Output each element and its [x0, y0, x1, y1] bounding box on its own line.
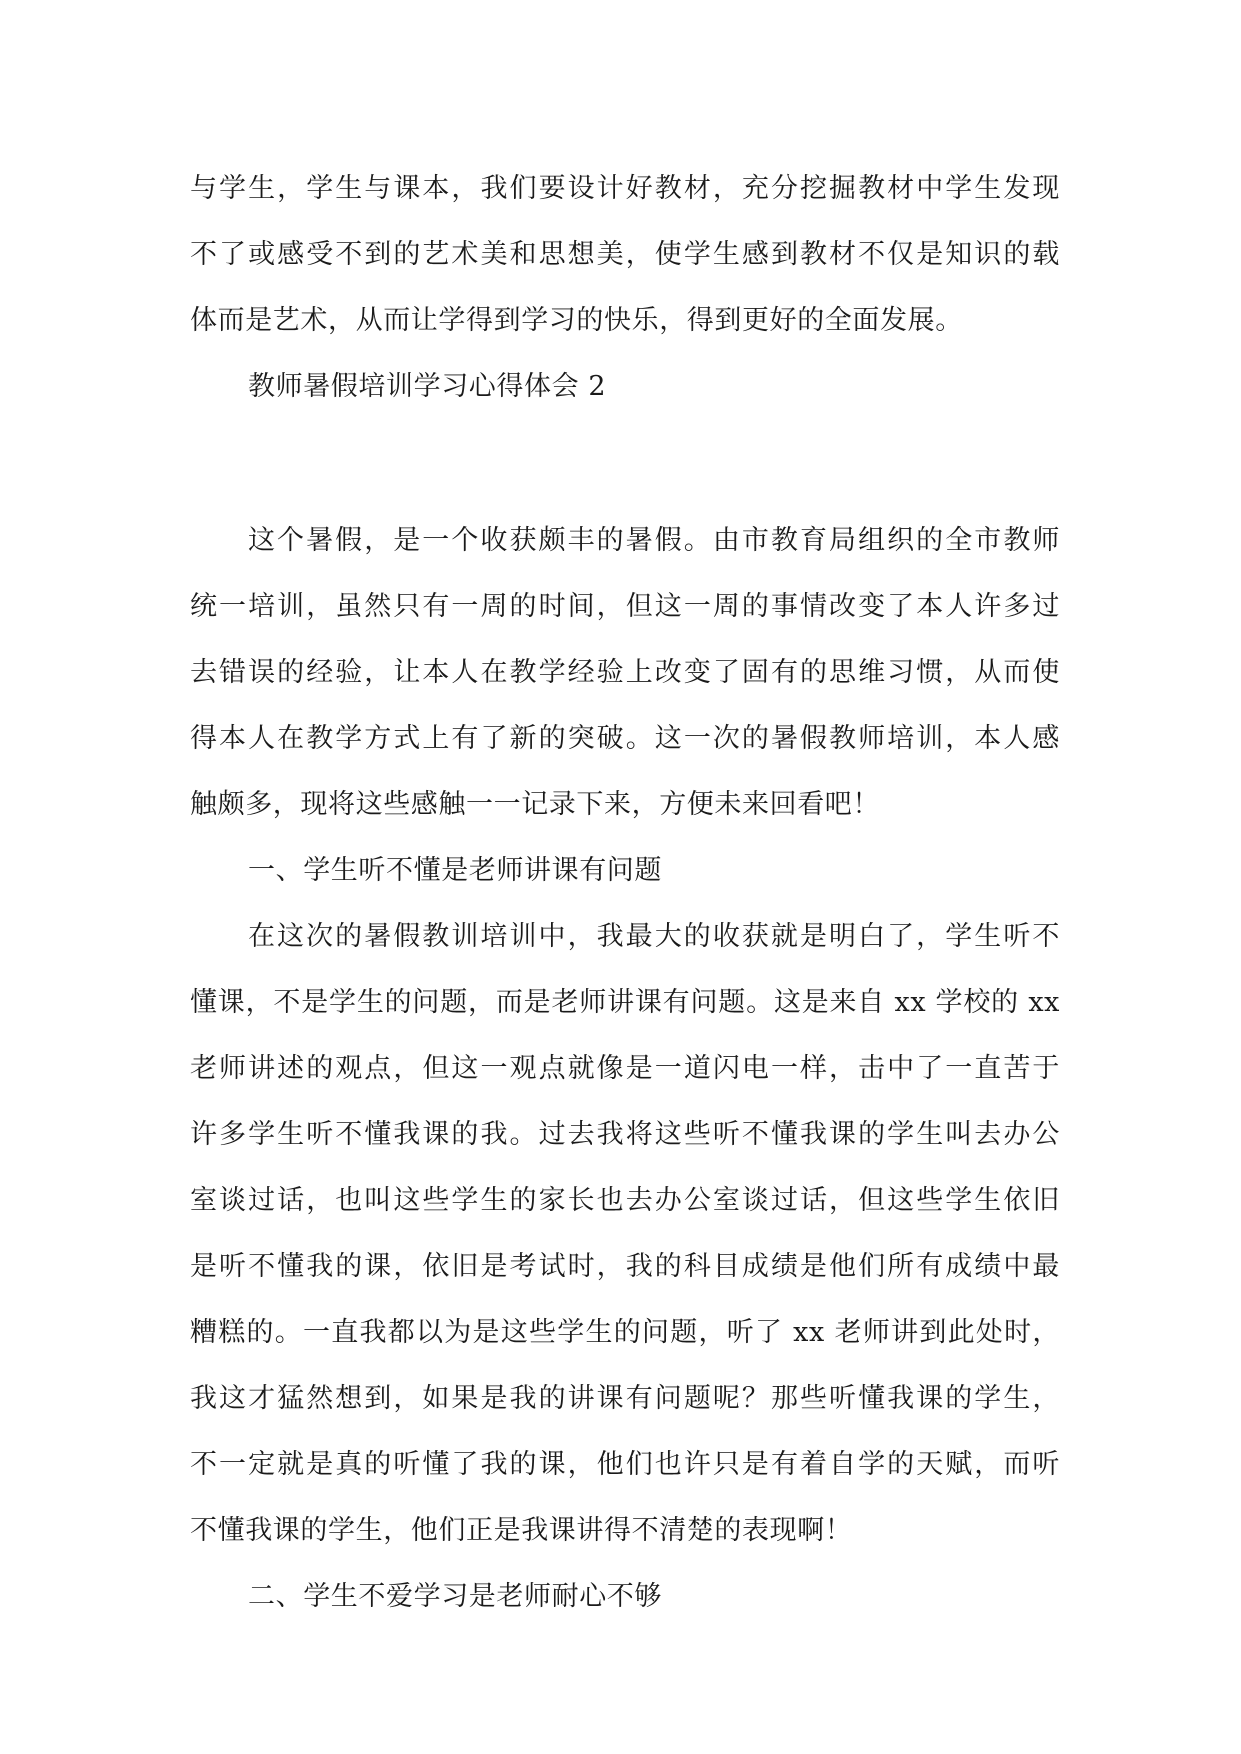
- text-line: 不懂我课的学生，他们正是我课讲得不清楚的表现啊！: [190, 1515, 853, 1546]
- paragraph-section-one: [190, 904, 1060, 1564]
- text-line: 我这才猛然想到，如果是我的讲课有问题呢？那些听懂我课的学生，: [190, 1383, 1060, 1414]
- text-line: 去错误的经验，让本人在教学经验上改变了固有的思维习惯，从而使: [190, 657, 1060, 688]
- text-line: 不了或感受不到的艺术美和思想美，使学生感到教材不仅是知识的载: [190, 239, 1060, 270]
- subheading-two: 二、学生不爱学习是老师耐心不够: [248, 1581, 662, 1612]
- section-title: 教师暑假培训学习心得体会 2: [248, 371, 607, 402]
- text-line: 糟糕的。一直我都以为是这些学生的问题，听了 xx 老师讲到此处时，: [190, 1317, 1060, 1348]
- text-line: 触颇多，现将这些感触一一记录下来，方便未来回看吧！: [190, 789, 880, 820]
- document-body: [190, 156, 1060, 1630]
- text-line: 与学生，学生与课本，我们要设计好教材，充分挖掘教材中学生发现: [190, 173, 1060, 204]
- text-line: 统一培训，虽然只有一周的时间，但这一周的事情改变了本人许多过: [190, 591, 1060, 622]
- paragraph-continuation: [190, 156, 1060, 354]
- text-line: 懂课，不是学生的问题，而是老师讲课有问题。这是来自 xx 学校的 xx: [190, 987, 1060, 1018]
- text-line: 体而是艺术，从而让学得到学习的快乐，得到更好的全面发展。: [190, 305, 963, 336]
- text-line: 这个暑假，是一个收获颇丰的暑假。由市教育局组织的全市教师: [248, 525, 1060, 556]
- blank-spacer: [190, 420, 1060, 508]
- subheading-one: 一、学生听不懂是老师讲课有问题: [248, 855, 662, 886]
- text-line: 得本人在教学方式上有了新的突破。这一次的暑假教师培训，本人感: [190, 723, 1060, 754]
- paragraph-intro: [190, 508, 1060, 838]
- text-line: 不一定就是真的听懂了我的课，他们也许只是有着自学的天赋，而听: [190, 1449, 1060, 1480]
- text-line: 许多学生听不懂我课的我。过去我将这些听不懂我课的学生叫去办公: [190, 1119, 1060, 1150]
- text-line: 老师讲述的观点，但这一观点就像是一道闪电一样，击中了一直苦于: [190, 1053, 1060, 1084]
- text-line: 室谈过话，也叫这些学生的家长也去办公室谈过话，但这些学生依旧: [190, 1185, 1060, 1216]
- text-line: 是听不懂我的课，依旧是考试时，我的科目成绩是他们所有成绩中最: [190, 1251, 1060, 1282]
- text-line: 在这次的暑假教训培训中，我最大的收获就是明白了，学生听不: [248, 921, 1060, 952]
